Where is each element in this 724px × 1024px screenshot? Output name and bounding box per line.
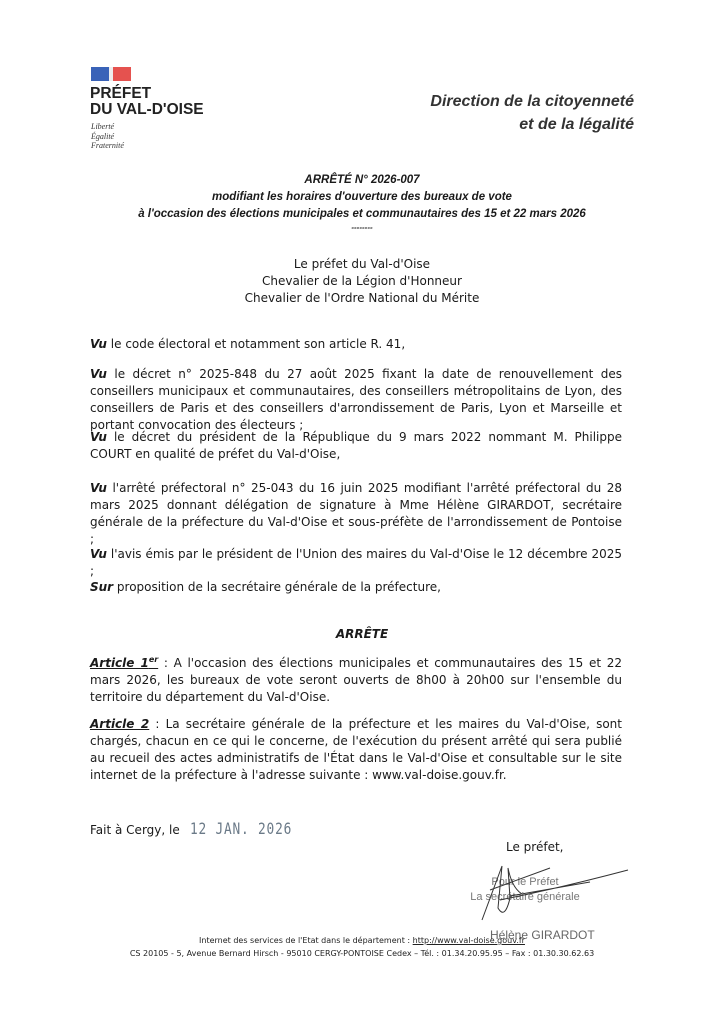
place-of-signing: Fait à Cergy, le: [90, 823, 180, 837]
article-1: [90, 651, 622, 706]
logo-line-1: PRÉFET: [90, 85, 152, 102]
article-label-sup: er: [148, 655, 159, 664]
footer-internet-label: Internet des services de l'Etat dans le département :: [199, 936, 413, 945]
visa-text: l'avis émis par le président de l'Union des maires du Val-d'Oise le 12 décembre 2025 ;: [90, 547, 622, 578]
motto-egalite: Égalité: [91, 131, 115, 141]
decree-number: ARRÊTÉ N° 2026-007: [304, 174, 420, 186]
direction-heading: [430, 90, 634, 136]
article-label: Article 2: [90, 717, 150, 731]
visa-lead: Vu: [90, 337, 107, 351]
direction-line-1: Direction de la citoyenneté: [430, 93, 634, 110]
prefecture-logo-title: [90, 86, 204, 118]
prefect-line: Le préfet du Val-d'Oise: [293, 257, 431, 271]
visa-text: le décret du président de la République du 9 mars 2022 nommant M. Philippe COURT en qualité de préfet du Val-d'Oise,: [90, 430, 622, 461]
motto-fraternite: Fraternité: [91, 141, 124, 150]
prefect-line: Chevalier de la Légion d'Honneur: [262, 274, 462, 288]
decree-title: [0, 172, 724, 233]
marianne-logo-flag: [91, 67, 131, 81]
date-stamp: 12 JAN. 2026: [190, 819, 293, 838]
direction-line-2: et de la légalité: [519, 116, 634, 133]
prefect-qualities: [0, 256, 724, 307]
signer-name: Hélène GIRARDOT: [490, 928, 595, 942]
visa-text: le décret n° 2025-848 du 27 août 2025 fixant la date de renouvellement des conseillers municipaux et communautaires, des conseillers métropolitains de Lyon, des conseillers de Paris et des conseillers d'arrondissement de Paris, Lyon et Marseille et portant convocation des électeurs ;: [90, 367, 622, 432]
visa-text: proposition de la secrétaire générale de la préfecture,: [113, 580, 441, 594]
article-2: [90, 716, 622, 784]
signer-title: Le préfet,: [506, 840, 564, 854]
footer-line-1: [0, 934, 724, 947]
visa-paragraph: [90, 480, 622, 548]
visa-text: l'arrêté préfectoral n° 25-043 du 16 juin 2025 modifiant l'arrêté préfectoral du 28 mars 2025 donnant délégation de signature à Mme Hélène GIRARDOT, secrétaire générale de la préfecture du Val-d'Oise et sous-préfète de l'arrondissement de Pontoise ;: [90, 481, 622, 546]
republic-motto: [91, 122, 124, 151]
visa-paragraph: [90, 429, 622, 463]
handwritten-signature: [450, 858, 630, 928]
decree-subject-2: à l'occasion des élections municipales et communautaires des 15 et 22 mars 2026: [138, 208, 586, 220]
decree-subject: modifiant les horaires d'ouverture des bureaux de vote: [212, 191, 512, 203]
motto-liberte: Liberté: [91, 122, 115, 131]
visa-paragraph: [90, 546, 622, 580]
article-text: : La secrétaire générale de la préfecture et les maires du Val-d'Oise, sont chargés, chacun en ce qui le concerne, de l'exécution du présent arrêté qui sera publié au recueil des actes administratifs de l'État dans le Val-d'Oise et consultable sur le site internet de la préfecture à l'adresse suivante : www.val-doise.gouv.fr.: [90, 717, 622, 782]
delegation-line: Pour le Préfet: [491, 876, 559, 888]
visa-lead: Sur: [90, 580, 114, 594]
logo-line-2: DU VAL-D'OISE: [90, 101, 204, 118]
article-label: [90, 656, 158, 670]
visa-paragraph: [90, 579, 622, 596]
footer: [0, 934, 724, 960]
prefect-line: Chevalier de l'Ordre National du Mérite: [244, 291, 480, 305]
article-text: : A l'occasion des élections municipales et communautaires des 15 et 22 mars 2026, les bureaux de vote seront ouverts de 8h00 à 20h00 sur l'ensemble du territoire du département du Val-d'Oise.: [90, 656, 622, 704]
visa-lead: Vu: [90, 481, 107, 495]
visa-lead: Vu: [90, 430, 107, 444]
footer-website-link[interactable]: http://www.val-doise.gouv.fr: [412, 936, 525, 945]
visa-paragraph: [90, 336, 622, 353]
footer-address: CS 20105 - 5, Avenue Bernard Hirsch - 95010 CERGY-PONTOISE Cedex – Tél. : 01.34.20.95.95 – Fax : 01.30.30.62.63: [129, 949, 595, 958]
title-separator: --------: [351, 223, 373, 232]
delegation-line: La secrétaire générale: [470, 891, 580, 903]
article-label-text: Article 1: [90, 656, 149, 670]
visa-text: le code électoral et notamment son article R. 41,: [106, 337, 406, 351]
arrete-heading: ARRÊTE: [335, 627, 389, 641]
visa-lead: Vu: [90, 367, 107, 381]
visa-paragraph: [90, 366, 622, 434]
visa-lead: Vu: [90, 547, 107, 561]
